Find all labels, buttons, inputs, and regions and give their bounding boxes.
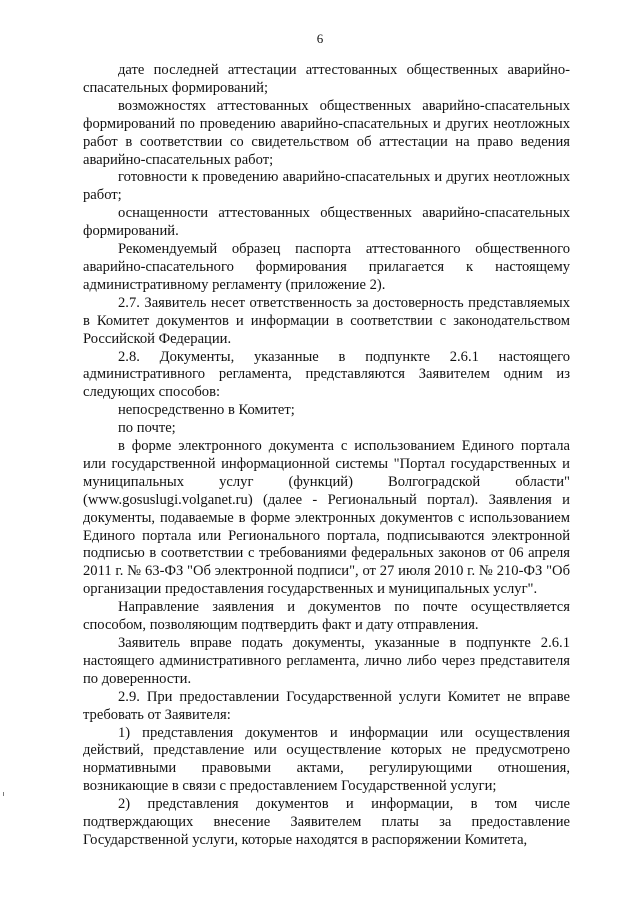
paragraph-formation-capabilities: возможностях аттестованных общественных аварийно-спасательных формирований по проведению аварийно-спасательных и других неотложных работ в соответствии со свидетельством об аттестации на право ведения аварийно-спасательных работ; bbox=[83, 97, 570, 168]
paragraph-mail-confirmation: Направление заявления и документов по почте осуществляется способом, позволяющим подтвердить факт и дату отправления. bbox=[83, 599, 570, 634]
page-number: 6 bbox=[316, 31, 324, 46]
paragraph-readiness: готовности к проведению аварийно-спасательных и других неотложных работ; bbox=[83, 169, 570, 204]
paragraph-electronic-document: в форме электронного документа с использованием Единого портала или государственной информационной системы "Портал государственных и муниципальных услуг (функций) Волгоградской области" (www.gosuslugi.volganet.ru) (далее - Региональный портал). Заявления и документы, подаваемые в форме электронных документов с использованием Единого портала или Регионального портала, подписываются электронной подписью в соответствии с требованиями федеральных законов от 06 апреля 2011 г. № 63-ФЗ "Об электронной подписи", от 27 июля 2010 г. № 210-ФЗ "Об организации предоставления государственных и муниципальных услуг". bbox=[83, 438, 570, 598]
paragraph-section-2-7: 2.7. Заявитель несет ответственность за достоверность представляемых в Комитет документов и информации в соответствии с законодательством Российской Федерации. bbox=[83, 294, 570, 347]
scan-margin-mark bbox=[3, 792, 4, 796]
paragraph-passport-sample: Рекомендуемый образец паспорта аттестованного общественного аварийно-спасательного формирования прилагается к настоящему административному регламенту (приложение 2). bbox=[83, 241, 570, 293]
paragraph-prohibition-1: 1) представления документов и информации или осуществления действий, представление или осуществление которых не предусмотрено нормативными правовыми актами, регулирующими отношения, возникающие в связи с предоставлением Государственной услуги; bbox=[83, 724, 570, 795]
paragraph-section-2-9: 2.9. При предоставлении Государственной услуги Комитет не вправе требовать от Заявителя: bbox=[83, 688, 570, 723]
paragraph-equipment: оснащенности аттестованных общественных аварийно-спасательных формирований. bbox=[83, 205, 570, 240]
document-body bbox=[83, 62, 570, 850]
paragraph-prohibition-2: 2) представления документов и информации, в том числе подтверждающих внесение Заявителем платы за предоставление Государственной услуги, которые находятся в распоряжении Комитета, bbox=[83, 796, 570, 848]
paragraph-delivery-mail: по почте; bbox=[118, 420, 176, 437]
paragraph-section-2-8: 2.8. Документы, указанные в подпункте 2.6.1 настоящего административного регламента, представляются Заявителем одним из следующих способов: bbox=[83, 348, 570, 401]
paragraph-last-attestation-date: дате последней аттестации аттестованных общественных аварийно-спасательных формирований; bbox=[83, 62, 570, 96]
paragraph-delivery-direct: непосредственно в Комитет; bbox=[118, 402, 295, 419]
paragraph-representative-submission: Заявитель вправе подать документы, указанные в подпункте 2.6.1 настоящего административного регламента, лично либо через представителя по доверенности. bbox=[83, 635, 570, 687]
